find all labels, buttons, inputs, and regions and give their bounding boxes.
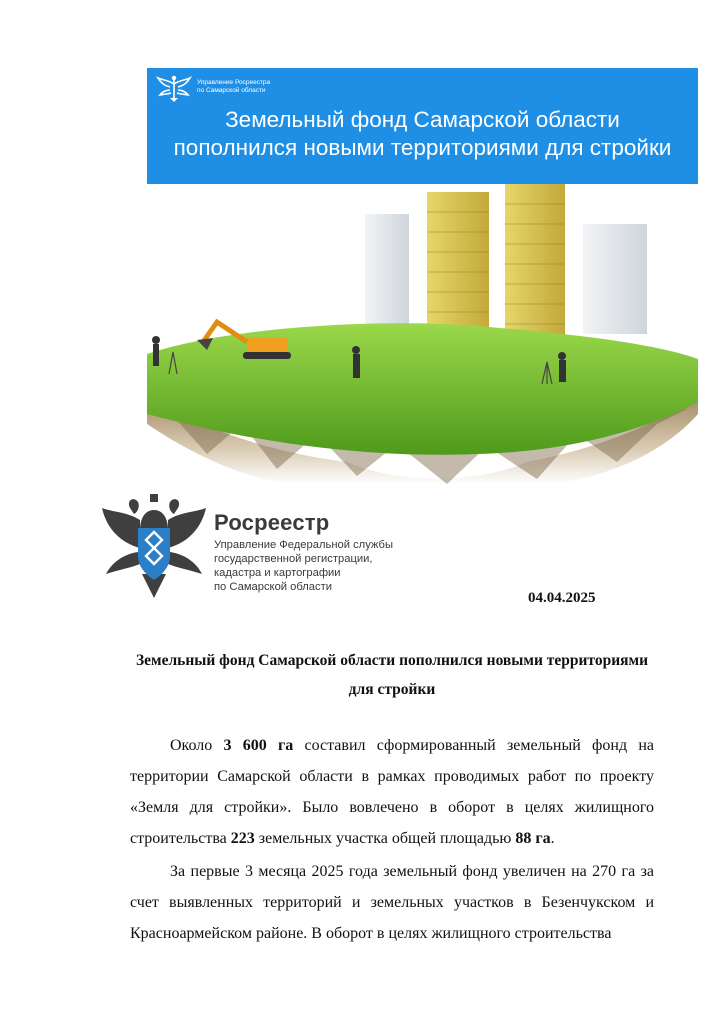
p1-bold-area-2: 88 га: [515, 830, 551, 847]
brand-subtitle: Управление Федеральной службы государственной регистрации, кадастра и картографии по Самарской области: [214, 539, 393, 593]
p1-bold-area: 3 600 га: [223, 737, 294, 754]
banner-title: Земельный фонд Самарской области пополнился новыми территориями для стройки: [173, 107, 672, 160]
paragraph-2: За первые 3 месяца 2025 года земельный фонд увеличен на 270 га за счет выявленных территорий и земельных участков в Безенчукском и Красноармейском районе. В оборот в целях жилищного строительства: [130, 863, 654, 942]
p1-text-2: составил сформированный земельный фонд на территории Самарской области в рамках проводимых работ по проекту «Земля для стройки». Было вовлечено в оборот в целях жилищного строительства: [130, 737, 654, 847]
document-date: 04.04.2025: [528, 590, 596, 606]
paragraph-1: [130, 730, 654, 854]
p1-text-3: земельных участка общей площадью: [254, 830, 516, 847]
header-banner: [147, 68, 698, 184]
double-headed-eagle-icon: [100, 490, 208, 602]
brand-name: Росреестр: [214, 510, 330, 535]
p1-text-4: .: [550, 830, 555, 847]
banner-org-name: Управление Росреестра по Самарской области: [197, 79, 271, 94]
p1-bold-count: 223: [230, 830, 255, 847]
document-headline: Земельный фонд Самарской области пополнился новыми территориями для стройки: [135, 652, 649, 698]
construction-island-illustration: [147, 184, 698, 494]
eagle-logo-icon: [156, 74, 192, 104]
p1-text-1: Около: [170, 737, 224, 754]
